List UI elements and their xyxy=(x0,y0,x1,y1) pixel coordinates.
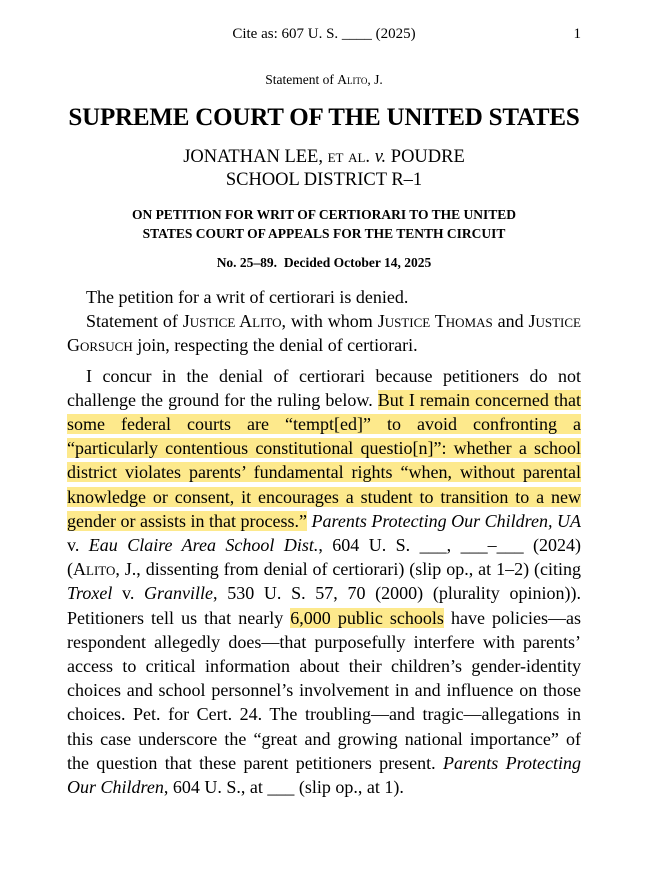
petition-description: ON PETITION FOR WRIT OF CERTIORARI TO THE UNITED STATES COURT OF APPEALS FOR THE TENTH CIRCUIT xyxy=(131,207,517,241)
cite-prefix: Cite as: xyxy=(232,26,278,42)
case-name: Parents Protecting Our Children xyxy=(67,752,581,798)
paragraph-3: I concur in the denial of certiorari because petitioners do not challenge the ground for the ruling below. But I remain concerned that some federal courts are “tempt[ed]” to avoid confronting a “particularly contentious constitutional questio[n]”: whether a school district violates parents’ fundamental rights “when, without parental knowledge or consent, it encourages a student to transition to a new gender or assists in that process.” Parents Protecting Our Children, UA v. Eau Claire Area School Dist., 604 U. S. ___, ___–___ (2024) (Alito, J., dissenting from denial of certiorari) (slip op., at 1–2) (citing Troxel v. Granville, 530 U. S. 57, 70 (2000) (plurality opinion)). Petitioners tell us that nearly 6,000 public schools have policies—as respondent allegedly does—that purposefully interfere with parents’ access to critical information about their children’s gender-identity choices and school personnel’s involvement in and influence on those choices. Pet. for Cert. 24. The troubling—and tragic—allegations in this case underscore the “great and growing national importance” of the question that these parent petitioners present. Parents Protecting Our Children, 604 U. S., at ___ (slip op., at 1). xyxy=(67,365,581,798)
statement-heading: Statement of Alito, J. xyxy=(265,72,383,87)
case-name: Granville xyxy=(144,583,214,604)
justice-name: Alito xyxy=(337,72,368,87)
highlight-schools: 6,000 public schools xyxy=(290,607,444,628)
case-name: Parents Protecting Our Children, UA xyxy=(311,510,581,531)
paragraph-1: The petition for a writ of certiorari is denied. xyxy=(86,287,409,307)
cite-volume: 607 U. S. ____ (2025) xyxy=(281,26,416,42)
versus: v. xyxy=(370,147,391,167)
opinion-body xyxy=(67,285,581,799)
case-caption xyxy=(67,146,581,192)
running-header xyxy=(67,24,581,44)
page-number: 1 xyxy=(573,26,581,42)
justice-thomas: Justice Thomas xyxy=(377,311,493,332)
justice-gorsuch: Justice Gorsuch xyxy=(67,311,581,356)
court-name: SUPREME COURT OF THE UNITED STATES xyxy=(68,104,580,131)
citation-line xyxy=(67,24,581,44)
decision-date: Decided October 14, 2025 xyxy=(283,255,432,270)
petitioner: JONATHAN LEE, xyxy=(183,147,328,167)
justice-alito-cite: Alito xyxy=(73,559,116,580)
paragraph-2: Statement of Justice Alito, with whom Justice Thomas and Justice Gorsuch join, respecting the denial of certiorari. xyxy=(67,311,581,356)
case-name: Eau Claire Area School Dist. xyxy=(88,535,319,556)
highlight-concern: But I remain concerned that some federal courts are “tempt[ed]” to avoid confronting a “particularly contentious constitutional questio[n]”: whether a school district violates parents’ fundamental rights “when, without parental knowledge or consent, it encourages a student to transition to a new gender or assists in that process.” xyxy=(67,389,581,531)
justice-alito: Justice Alito xyxy=(182,311,282,332)
docket-number: No. 25–89. xyxy=(216,255,278,270)
respondent: POUDRE xyxy=(390,147,465,167)
et-al: et al. xyxy=(327,147,371,167)
docket-line xyxy=(67,255,581,271)
case-name: Troxel xyxy=(67,583,113,604)
respondent-line2: SCHOOL DISTRICT R–1 xyxy=(225,170,423,190)
